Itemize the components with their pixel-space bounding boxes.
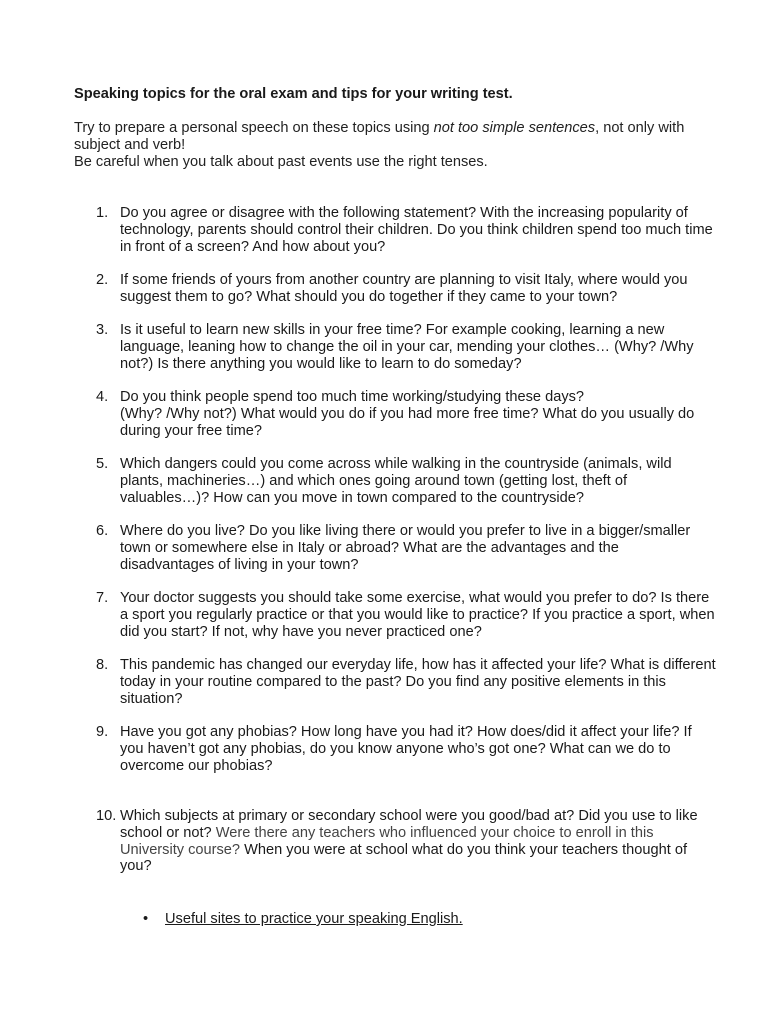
- question-text-part-3: When you were at school what do you think your teachers thought of you?: [120, 841, 688, 875]
- question-number: 1.: [96, 205, 109, 221]
- question-text: [120, 808, 716, 875]
- intro-text-end: , not only with subject and verb!: [74, 120, 685, 153]
- useful-sites-bullet: [143, 911, 463, 928]
- question-text-part-2: Were there any teachers who influenced your choice to enroll in this University course?: [120, 824, 654, 858]
- question-text-part-1: Which subjects at primary or secondary school were you good/bad at? Did you use to like school or not?: [120, 808, 698, 841]
- intro-line-2: Be careful when you talk about past events use the right tenses.: [74, 154, 488, 170]
- question-number: 10.: [96, 808, 117, 824]
- question-text: This pandemic has changed our everyday life, how has it affected your life? What is different today in your routine compared to the past? Do you find any positive elements in this situation?: [120, 657, 716, 707]
- question-item: [96, 456, 716, 506]
- question-line-2: (Why? /Why not?) What would you do if you had more free time? What do you usually do during your free time?: [120, 405, 695, 439]
- question-text: [120, 389, 716, 439]
- question-number: 2.: [96, 272, 109, 288]
- question-item: [96, 389, 716, 439]
- document-title: Speaking topics for the oral exam and tips for your writing test.: [74, 86, 513, 102]
- question-number: 9.: [96, 724, 109, 740]
- question-text: Your doctor suggests you should take some exercise, what would you prefer to do? Is there a sport you regularly practice or that you would like to practice? If you practice a sport, when did you start? If not, why have you never practiced one?: [120, 590, 715, 640]
- intro-emphasis: not too simple sentences: [433, 120, 596, 136]
- useful-sites-link[interactable]: Useful sites to practice your speaking English.: [165, 911, 463, 927]
- question-text: Have you got any phobias? How long have you had it? How does/did it affect your life? If you haven’t got any phobias, do you know anyone who’s got one? What can we do to overcome our phobias?: [120, 724, 692, 774]
- intro-paragraph: [74, 120, 734, 171]
- question-number: 5.: [96, 456, 109, 472]
- question-item: [96, 808, 716, 875]
- question-text: If some friends of yours from another country are planning to visit Italy, where would you suggest them to go? What should you do together if they came to your town?: [120, 272, 688, 305]
- question-text: Do you agree or disagree with the following statement? With the increasing popularity of technology, parents should control their children. Do you think children spend too much time in front of a screen? And how about you?: [120, 205, 713, 255]
- question-number: 7.: [96, 590, 109, 606]
- question-number: 3.: [96, 322, 109, 338]
- question-item: [96, 205, 716, 255]
- intro-text-start: Try to prepare a personal speech on these topics using: [74, 120, 434, 136]
- question-item: [96, 523, 716, 573]
- question-text: Is it useful to learn new skills in your free time? For example cooking, learning a new language, leaning how to change the oil in your car, mending your clothes… (Why? /Why not?) Is there anything you would like to learn to do someday?: [120, 322, 694, 372]
- question-item: [96, 657, 716, 707]
- question-item: [96, 724, 716, 774]
- question-line-1: Do you think people spend too much time working/studying these days?: [120, 389, 585, 405]
- question-text: Where do you live? Do you like living there or would you prefer to live in a bigger/smaller town or somewhere else in Italy or abroad? What are the advantages and the disadvantages of living in your town?: [120, 523, 691, 573]
- question-item: [96, 590, 716, 640]
- question-number: 6.: [96, 523, 109, 539]
- question-number: 4.: [96, 389, 109, 405]
- intro-line-1: [74, 120, 734, 154]
- question-number: 8.: [96, 657, 109, 673]
- bullet-icon: •: [143, 911, 149, 927]
- question-item: [96, 272, 716, 306]
- question-text: Which dangers could you come across while walking in the countryside (animals, wild plants, machineries…) and which ones going around town (getting lost, theft of valuables…)? How can you move in town compared to the countryside?: [120, 456, 672, 506]
- question-item: [96, 322, 716, 372]
